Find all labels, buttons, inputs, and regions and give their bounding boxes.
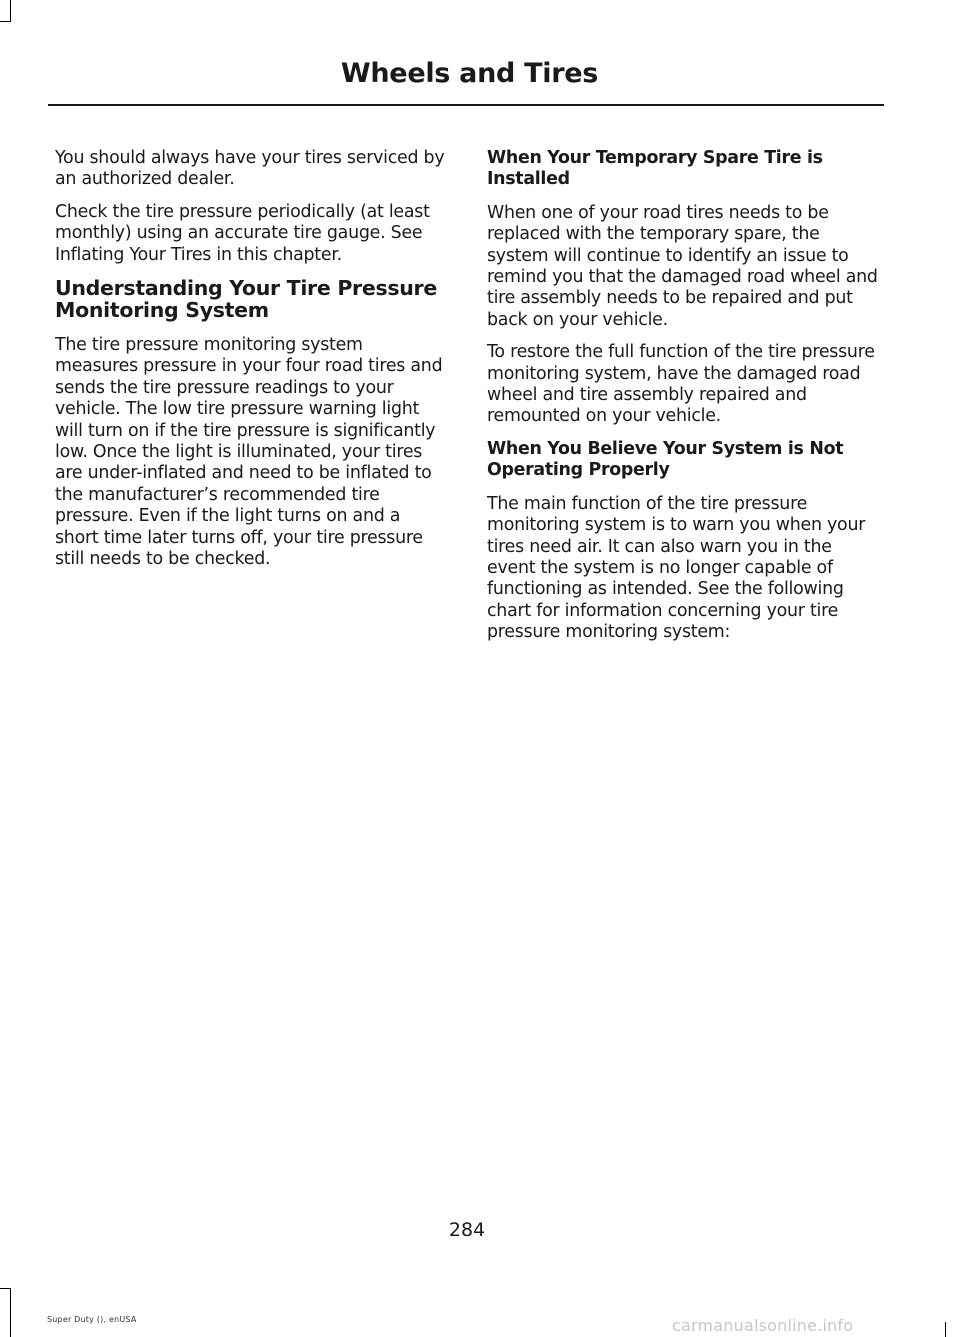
left-column xyxy=(55,148,447,582)
crop-mark-top-left-horizontal xyxy=(0,21,11,22)
page-title: Wheels and Tires xyxy=(340,58,598,89)
paragraph-tpms-description: The tire pressure monitoring system measures pressure in your four road tires and sends the tire pressure readings to your vehicle. The low tire pressure warning light will turn on if the tire pressure is significantly low. Once the light is illuminated, your tires are under-inflated and need to be inflated to the manufacturer’s recommended tire pressure. Even if the light turns on and a short time later turns off, your tire pressure still needs to be checked. xyxy=(55,335,443,570)
heading-understanding-tpms: Understanding Your Tire Pressure Monitoring System xyxy=(55,276,437,323)
watermark: carmanualsonline.info xyxy=(672,1316,854,1335)
crop-mark-top-left-vertical xyxy=(10,0,11,22)
heading-system-not-operating: When You Believe Your System is Not Operating Properly xyxy=(487,438,844,481)
heading-temporary-spare: When Your Temporary Spare Tire is Installed xyxy=(487,148,823,190)
paragraph-dealer-service: You should always have your tires serviced by an authorized dealer. xyxy=(55,148,445,190)
paragraph-check-pressure: Check the tire pressure periodically (at least monthly) using an accurate tire gauge. See Inflating Your Tires in this chapter. xyxy=(55,201,430,265)
page-number: 284 xyxy=(448,1219,486,1241)
paragraph-spare-installed: When one of your road tires needs to be replaced with the temporary spare, the system will continue to identify an issue to remind you that the damaged road wheel and tire assembly needs to be repaired and put back on your vehicle. xyxy=(487,202,878,330)
paragraph-restore-function: To restore the full function of the tire pressure monitoring system, have the damaged road wheel and tire assembly repaired and remounted on your vehicle. xyxy=(487,342,875,427)
header-divider xyxy=(48,104,884,106)
right-column xyxy=(487,148,879,655)
crop-mark-bottom-right-vertical xyxy=(945,1322,946,1337)
crop-mark-bottom-left-vertical xyxy=(10,1288,11,1337)
edition-label: Super Duty (), enUSA xyxy=(47,1315,137,1324)
crop-mark-bottom-left-horizontal xyxy=(0,1288,11,1289)
paragraph-main-function: The main function of the tire pressure monitoring system is to warn you when your tires need air. It can also warn you in the event the system is no longer capable of functioning as intended. See the following chart for information concerning your tire pressure monitoring system: xyxy=(487,493,866,643)
